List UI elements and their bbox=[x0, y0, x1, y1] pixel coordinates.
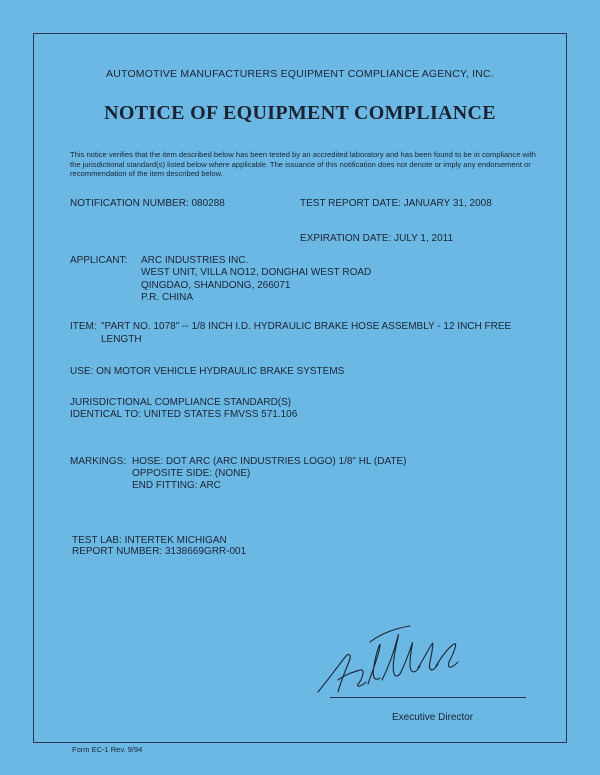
use-label: USE: bbox=[70, 366, 94, 377]
signature-image bbox=[310, 622, 480, 702]
markings-opposite-side: OPPOSITE SIDE: (NONE) bbox=[132, 468, 251, 479]
test-report-date-value: JANUARY 31, 2008 bbox=[403, 198, 492, 209]
jurisdiction-standard: JURISDICTIONAL COMPLIANCE STANDARD(S) bbox=[70, 397, 292, 408]
test-report-date-label: TEST REPORT DATE: bbox=[300, 198, 401, 209]
applicant-line: ARC INDUSTRIES INC. bbox=[141, 255, 249, 266]
markings-hose: HOSE: DOT ARC (ARC INDUSTRIES LOGO) 1/8" HL (DATE) bbox=[132, 456, 407, 467]
test-lab bbox=[72, 535, 227, 546]
notification-label: NOTIFICATION NUMBER: bbox=[70, 198, 189, 209]
item-line-2: LENGTH bbox=[101, 333, 142, 345]
applicant-line: WEST UNIT, VILLA NO12, DONGHAI WEST ROAD bbox=[141, 267, 372, 279]
test-lab-value: INTERTEK MICHIGAN bbox=[124, 535, 227, 546]
intro-paragraph: This notice verifies that the item described below has been tested by an accredited laboratory and has been found to be in compliance with the jurisdictional standard(s) listed below where applicable. The issuance of this notification does not denote or imply any endorsement or recommendation of the item described below. bbox=[70, 150, 537, 178]
use-value: ON MOTOR VEHICLE HYDRAULIC BRAKE SYSTEMS bbox=[96, 366, 345, 377]
signature-title: Executive Director bbox=[392, 712, 474, 723]
test-lab-label: TEST LAB: bbox=[72, 535, 122, 546]
report-number-value: 3138669GRR-001 bbox=[164, 546, 247, 557]
form-number: Form EC-1 Rev. 9/94 bbox=[72, 745, 143, 754]
notification-value: 080288 bbox=[191, 198, 225, 209]
identical-label: IDENTICAL TO: bbox=[70, 409, 141, 420]
expiration-date-label: EXPIRATION DATE: bbox=[300, 233, 392, 244]
test-report-date bbox=[300, 198, 492, 209]
item-label: ITEM: bbox=[70, 321, 97, 332]
item-line-1: "PART NO. 1078" -- 1/8 INCH I.D. HYDRAULIC BRAKE HOSE ASSEMBLY - 12 INCH FREE bbox=[101, 321, 512, 332]
expiration-date-value: JULY 1, 2011 bbox=[394, 233, 454, 244]
report-number bbox=[72, 546, 246, 557]
report-number-label: REPORT NUMBER: bbox=[72, 546, 163, 557]
signature-line bbox=[330, 697, 526, 698]
markings-label: MARKINGS: bbox=[70, 456, 127, 467]
document-border bbox=[33, 33, 567, 743]
expiration-date bbox=[300, 233, 453, 244]
identical-to bbox=[70, 409, 297, 420]
use-field bbox=[70, 366, 344, 377]
page-title: NOTICE OF EQUIPMENT COMPLIANCE bbox=[104, 102, 496, 124]
agency-name: AUTOMOTIVE MANUFACTURERS EQUIPMENT COMPLIANCE AGENCY, INC. bbox=[106, 68, 494, 80]
applicant-address bbox=[141, 255, 371, 304]
applicant-line: P.R. CHINA bbox=[141, 291, 194, 303]
applicant-label: APPLICANT: bbox=[70, 255, 128, 266]
notification-number bbox=[70, 198, 225, 209]
identical-value: UNITED STATES FMVSS 571.106 bbox=[143, 409, 298, 420]
applicant-line: QINGDAO, SHANDONG, 266071 bbox=[141, 279, 291, 291]
markings-details bbox=[132, 456, 407, 492]
markings-end-fitting: END FITTING: ARC bbox=[132, 480, 221, 491]
item-description bbox=[101, 321, 511, 346]
